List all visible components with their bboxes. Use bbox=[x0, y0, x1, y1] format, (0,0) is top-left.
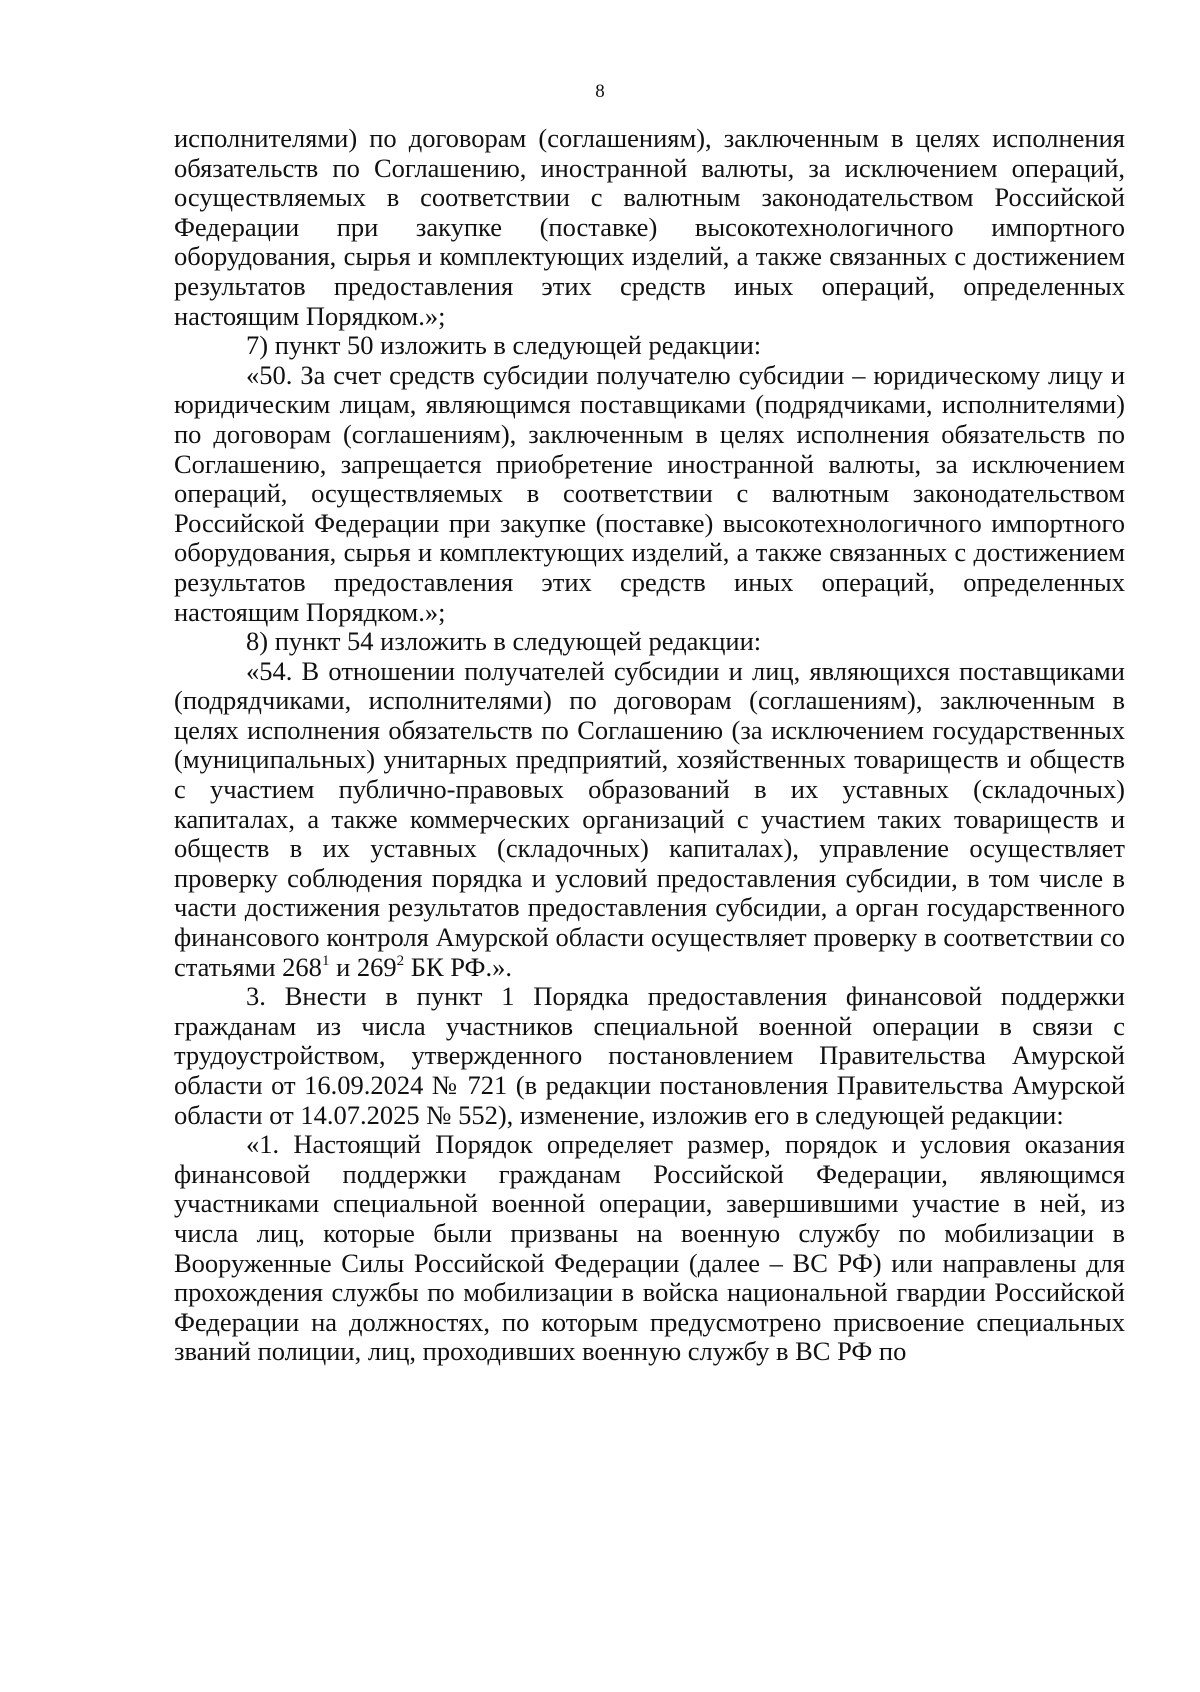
point-54-text: «54. В отношении получателей субсидии и лиц, являющихся поставщиками (подрядчиками, исполнителями) по договорам (соглашениям), заключенным в целях исполнения обязательств по Соглашению (за исключением государственных (муниципальных) унитарных предприятий, хозяйственных товариществ и обществ с участием публично-правовых образований в их уставных (складочных) капиталах, а также коммерческих организаций с участием таких товариществ и обществ в их уставных (складочных) капиталах), управление осуществляет проверку соблюдения порядка и условий предоставления субсидии, в том числе в части достижения результатов предоставления субсидии, а орган государственного финансового контроля Амурской области осуществляет проверку в соответствии со статьями 268 bbox=[174, 655, 1125, 982]
article-superscript-1: 1 bbox=[321, 952, 330, 969]
article-superscript-2: 2 bbox=[396, 952, 405, 969]
point-54-text-end: БК РФ.». bbox=[404, 951, 512, 982]
point-54-text-mid: и 269 bbox=[329, 951, 397, 982]
document-body bbox=[174, 124, 1125, 1367]
paragraph-continuation: исполнителями) по договорам (соглашениям), заключенным в целях исполнения обязательств по Соглашению, иностранной валюты, за исключением операций, осуществляемых в соответствии с валютным законодательством Российской Федерации при закупке (поставке) высокотехнологичного импортного оборудования, сырья и комплектующих изделий, а также связанных с достижением результатов предоставления этих средств иных операций, определенных настоящим Порядком.»; bbox=[174, 123, 1125, 331]
paragraph-point-54 bbox=[174, 657, 1125, 983]
paragraph-item-7-heading: 7) пункт 50 изложить в следующей редакции: bbox=[246, 330, 762, 361]
paragraph-point-50: «50. За счет средств субсидии получателю субсидии – юридическому лицу и юридическим лицам, являющимся поставщиками (подрядчиками, исполнителями) по договорам (соглашениям), заключенным в целях исполнения обязательств по Соглашению, запрещается приобретение иностранной валюты, за исключением операций, осуществляемых в соответствии с валютным законодательством Российской Федерации при закупке (поставке) высокотехнологичного импортного оборудования, сырья и комплектующих изделий, а также связанных с достижением результатов предоставления этих средств иных операций, определенных настоящим Порядком.»; bbox=[174, 359, 1125, 627]
page-number: 8 bbox=[595, 81, 605, 102]
paragraph-item-8-heading: 8) пункт 54 изложить в следующей редакции: bbox=[246, 626, 762, 657]
paragraph-section-3: 3. Внести в пункт 1 Порядка предоставления финансовой поддержки гражданам из числа участников специальной военной операции в связи с трудоустройством, утвержденного постановлением Правительства Амурской области от 16.09.2024 № 721 (в редакции постановления Правительства Амурской области от 14.07.2025 № 552), изменение, изложив его в следующей редакции: bbox=[174, 981, 1125, 1130]
paragraph-point-1: «1. Настоящий Порядок определяет размер, порядок и условия оказания финансовой поддержки гражданам Российской Федерации, являющимся участниками специальной военной операции, завершившими участие в ней, из числа лиц, которые были призваны на военную службу по мобилизации в Вооруженные Силы Российской Федерации (далее – ВС РФ) или направлены для прохождения службы по мобилизации в войска национальной гвардии Российской Федерации на должностях, по которым предусмотрено присвоение специальных званий полиции, лиц, проходивших военную службу в ВС РФ по bbox=[174, 1129, 1125, 1367]
